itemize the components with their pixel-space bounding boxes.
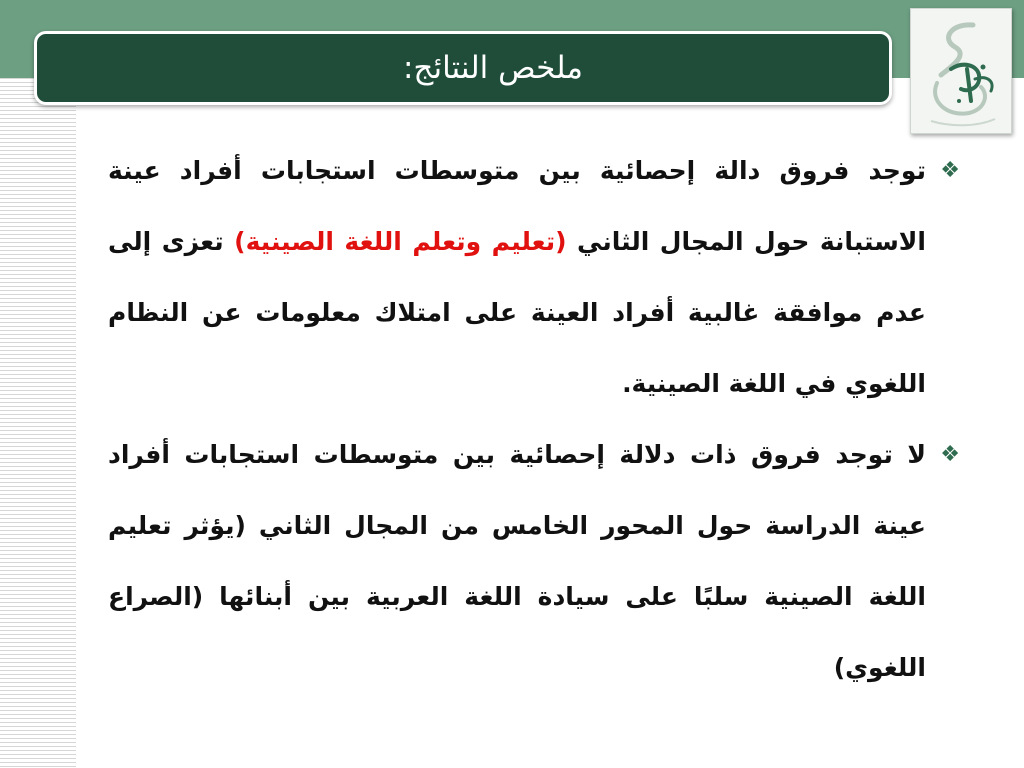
finding-1-text-start: توجد فروق دالة إحصائية بين متوسطات استجابات أفراد عينة الاستبانة حول المجال الثاني: [108, 156, 926, 256]
striped-side-panel: [0, 78, 76, 768]
finding-2-text: لا توجد فروق ذات دلالة إحصائية بين متوسطات استجابات أفراد عينة الدراسة حول المحور الخامس من المجال الثاني (يؤثر تعليم اللغة الصينية سلبًا على سيادة اللغة العربية بين أبنائها (الصراع اللغوي): [108, 440, 926, 682]
finding-1-highlight: (تعليم وتعلم اللغة الصينية): [234, 227, 567, 256]
diamond-bullet-icon: ❖: [940, 158, 960, 183]
slide-title: ملخص النتائج:: [402, 50, 583, 86]
diamond-bullet-icon: ❖: [940, 442, 960, 467]
finding-1-text-end: تعزى إلى عدم موافقة غالبية أفراد العينة على امتلاك معلومات عن النظام اللغوي في اللغة الصينية.: [108, 227, 926, 398]
arabic-calligraphy-logo-icon: [911, 9, 1011, 133]
logo-card: [910, 8, 1012, 134]
finding-paragraph-2: [108, 419, 960, 703]
content-area: [108, 135, 960, 703]
title-bar: [34, 31, 892, 105]
finding-paragraph-1: [108, 135, 960, 419]
